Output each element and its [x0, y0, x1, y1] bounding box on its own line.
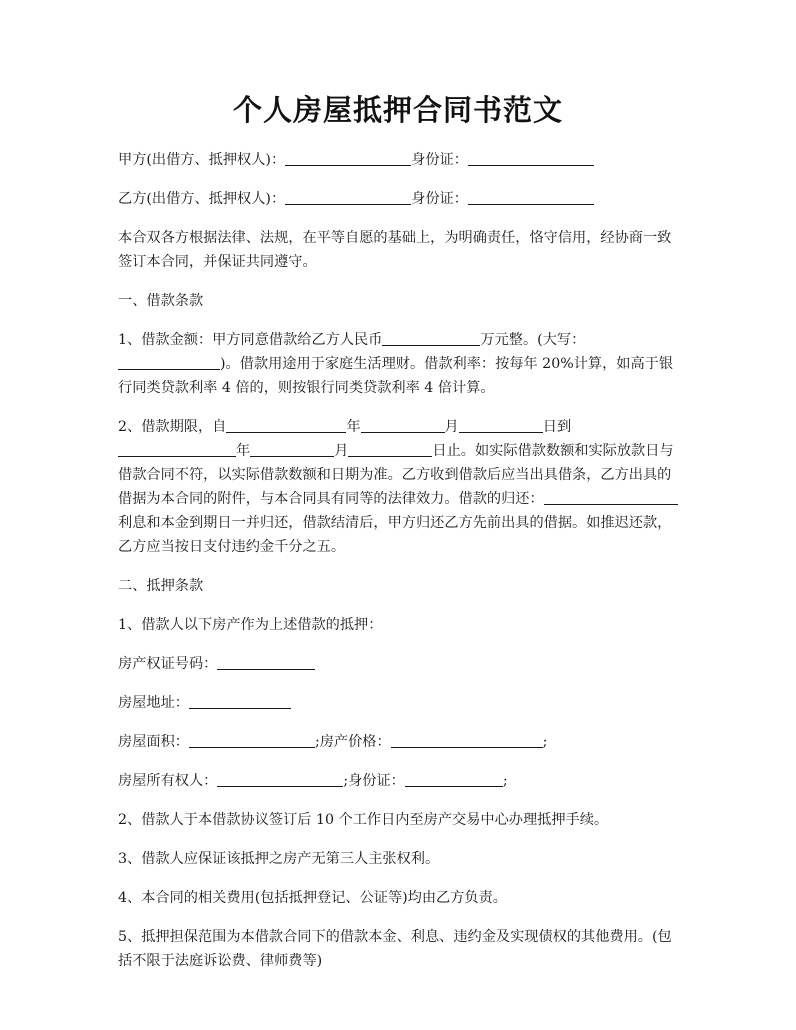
- mortgage-clause-2: 2、借款人于本借款协议签订后 10 个工作日内至房产交易中心办理抵押手续。: [118, 812, 609, 828]
- start-day-blank: [459, 416, 543, 433]
- owner-id-label: ;身份证：: [343, 773, 405, 789]
- end-day-blank: [348, 440, 432, 457]
- party-a-name-blank: [285, 149, 411, 166]
- end-month-label: 月: [334, 443, 349, 459]
- repayment-blank: [544, 488, 678, 505]
- property-address-label: 房屋地址：: [118, 695, 189, 711]
- document-body: [118, 148, 680, 988]
- start-day-label: 日到: [542, 419, 572, 435]
- mortgage-clause-5: 5、抵押担保范围为本借款合同下的借款本金、利息、违约金及实现债权的其他费用。(包括不限于法庭诉讼费、律师费等): [118, 929, 672, 969]
- party-a-label: 甲方(出借方、抵押权人)：: [118, 152, 286, 168]
- section-1-heading: 一、借款条款: [118, 293, 204, 309]
- loan-amount-blank: [382, 329, 480, 346]
- mortgage-clause-4: 4、本合同的相关费用(包括抵押登记、公证等)均由乙方负责。: [118, 890, 507, 906]
- party-b-name-blank: [285, 188, 411, 205]
- property-address-line: [118, 691, 680, 715]
- start-month-blank: [361, 416, 445, 433]
- loan-term-text-c: 日止。如实际借款数额和实际放款日与借款合同不符，以实际借款数额和日期为准。乙方收到借款后应当出具借条，乙方出具的借据为本合同的附件，与本合同具有同等的法律效力。借款的归还：: [118, 443, 674, 507]
- party-a-id-label: 身份证：: [411, 152, 468, 168]
- mortgage-clause-3: 3、借款人应保证该抵押之房产无第三人主张权利。: [118, 851, 440, 867]
- owner-id-end: ;: [502, 773, 508, 789]
- loan-amount-clause: [118, 328, 680, 400]
- loan-amount-text-a: 1、借款金额：甲方同意借款给乙方人民币: [118, 332, 383, 348]
- start-year-label: 年: [346, 419, 361, 435]
- loan-amount-capital-blank: [118, 353, 220, 370]
- loan-term-clause: [118, 415, 680, 559]
- start-year-blank: [226, 416, 346, 433]
- document-title: 个人房屋抵押合同书范文: [232, 93, 563, 127]
- loan-term-text-a: 2、借款期限，自: [118, 419, 227, 435]
- property-price-end: ;: [542, 734, 548, 750]
- property-owner-line: [118, 769, 680, 793]
- loan-amount-text-c: )。借款用途用于家庭生活理财。借款利率：按每年 20%计算，如高于银行同类贷款利率 4 倍的，则按银行同类贷款利率 4 倍计算。: [118, 356, 674, 396]
- property-owner-blank: [217, 770, 343, 787]
- party-a-id-blank: [468, 149, 594, 166]
- loan-term-text-d: 利息和本金到期日一并归还，借款结清后，甲方归还乙方先前出具的借据。如推迟还款，乙方应当按日支付违约金千分之五。: [118, 515, 672, 555]
- property-area-line: [118, 730, 680, 754]
- party-a-line: [118, 148, 680, 172]
- end-year-blank: [118, 440, 236, 457]
- property-price-blank: [391, 731, 543, 748]
- property-address-blank: [189, 692, 291, 709]
- intro-paragraph: 本合双各方根据法律、法规，在平等自愿的基础上，为明确责任，恪守信用，经协商一致签订本合同，并保证共同遵守。: [118, 230, 672, 270]
- party-b-id-blank: [468, 188, 594, 205]
- end-year-label: 年: [236, 443, 251, 459]
- start-month-label: 月: [444, 419, 459, 435]
- property-cert-label: 房产权证号码：: [118, 656, 218, 672]
- property-cert-blank: [217, 653, 315, 670]
- party-b-label: 乙方(出借方、抵押权人)：: [118, 191, 286, 207]
- party-b-line: [118, 187, 680, 211]
- loan-amount-text-b: 万元整。(大写：: [480, 332, 586, 348]
- property-price-label: ;房产价格：: [314, 734, 391, 750]
- property-area-label: 房屋面积：: [118, 734, 189, 750]
- property-cert-line: [118, 652, 680, 676]
- owner-id-blank: [405, 770, 503, 787]
- section-2-heading: 二、抵押条款: [118, 578, 204, 594]
- party-b-id-label: 身份证：: [411, 191, 468, 207]
- property-area-blank: [189, 731, 315, 748]
- mortgage-clause-1: 1、借款人以下房产作为上述借款的抵押：: [118, 617, 383, 633]
- end-month-blank: [250, 440, 334, 457]
- property-owner-label: 房屋所有权人：: [118, 773, 218, 789]
